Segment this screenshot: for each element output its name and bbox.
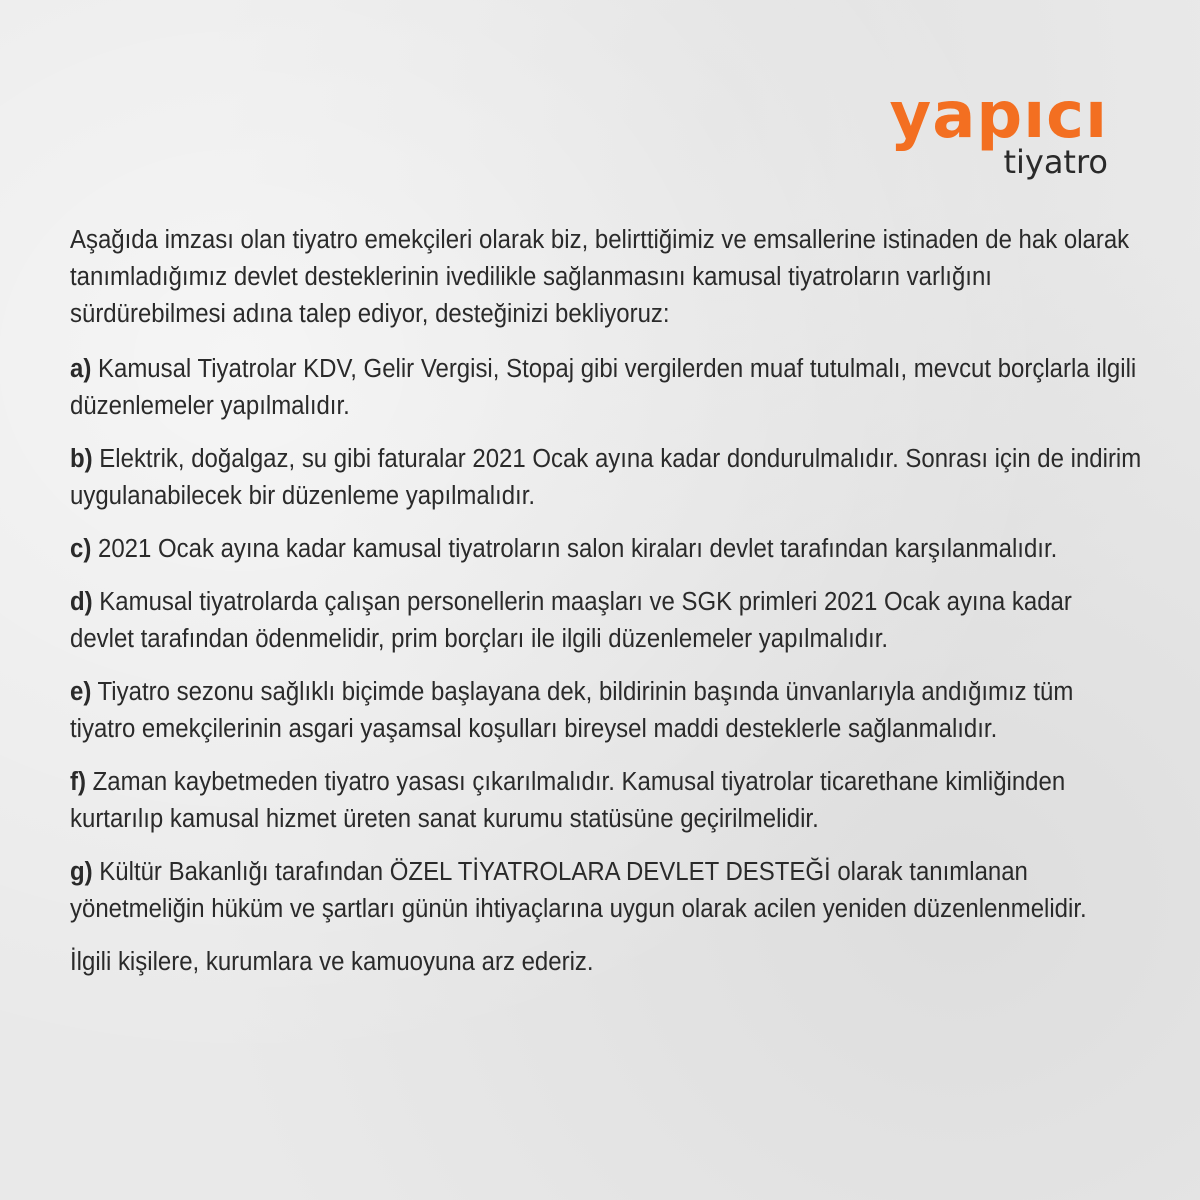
item-text: Kamusal Tiyatrolar KDV, Gelir Vergisi, Stopaj gibi vergilerden muaf tutulmalı, mevcut borçlarla ilgili düzenlemeler yapılmalıdır. (70, 355, 1137, 420)
item-label: g) (70, 858, 93, 886)
item-text: Tiyatro sezonu sağlıklı biçimde başlayana dek, bildirinin başında ünvanlarıyla andığımız tüm tiyatro emekçilerinin asgari yaşamsal koşulları bireysel maddi desteklerle sağlanmalıdır. (70, 678, 1074, 743)
item-label: f) (70, 768, 86, 796)
item-text: Kültür Bakanlığı tarafından ÖZEL TİYATROLARA DEVLET DESTEĞİ olarak tanımlanan yönetmeliğin hüküm ve şartları günün ihtiyaçlarına uygun olarak acilen yeniden düzenlenmelidir. (70, 858, 1087, 923)
statement-body (70, 222, 1142, 981)
item-label: a) (70, 355, 92, 383)
item-text: 2021 Ocak ayına kadar kamusal tiyatroların salon kiraları devlet tarafından karşılanmalıdır. (97, 535, 1058, 563)
item-label: c) (70, 535, 92, 563)
item-text: Elektrik, doğalgaz, su gibi faturalar 2021 Ocak ayına kadar dondurulmalıdır. Sonrası için de indirim uygulanabilecek bir düzenleme yapılmalıdır. (70, 445, 1142, 510)
item-text: Kamusal tiyatrolarda çalışan personellerin maaşları ve SGK primleri 2021 Ocak ayına kadar devlet tarafından ödenmelidir, prim borçları ile ilgili düzenlemeler yapılmalıdır. (70, 588, 1072, 653)
list-item-g (70, 854, 1142, 928)
list-item-e (70, 674, 1142, 748)
item-label: b) (70, 445, 93, 473)
brand-subtitle: tiyatro (1003, 143, 1108, 181)
brand-logo (880, 79, 1110, 184)
item-text: Zaman kaybetmeden tiyatro yasası çıkarılmalıdır. Kamusal tiyatrolar ticarethane kimliğinden kurtarılıp kamusal hizmet üreten sanat kurumu statüsüne geçirilmelidir. (70, 768, 1066, 833)
list-item-f (70, 764, 1142, 838)
closing-line: İlgili kişilere, kurumlara ve kamuoyuna arz ederiz. (70, 948, 594, 976)
list-item-c (70, 531, 1142, 568)
brand-name: yapıcı (889, 79, 1108, 153)
item-label: d) (70, 588, 93, 616)
list-item-d (70, 584, 1142, 658)
list-item-b (70, 441, 1142, 515)
list-item-a (70, 351, 1142, 425)
item-label: e) (70, 678, 92, 706)
intro-paragraph: Aşağıda imzası olan tiyatro emekçileri olarak biz, belirttiğimiz ve emsallerine istinaden de hak olarak tanımladığımız devlet desteklerinin ivedilikle sağlanmasını kamusal tiyatroların varlığını sürdürebilmesi adına talep ediyor, desteğinizi bekliyoruz: (70, 226, 1130, 328)
